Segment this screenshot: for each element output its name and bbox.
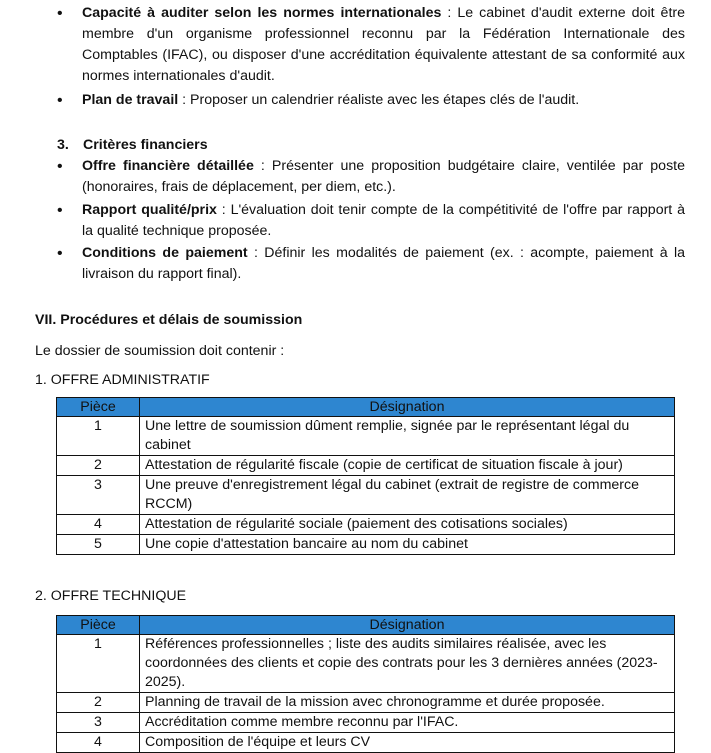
table-header-row <box>57 398 675 417</box>
bullet-text: : Présenter une proposition budgétaire claire, ventilée par poste (honoraires, frais de déplacement, per diem, etc.). <box>82 158 685 195</box>
piece-designation: Composition de l'équipe et leurs CV <box>140 733 675 753</box>
piece-designation: Planning de travail de la mission avec chronogramme et durée proposée. <box>140 693 675 713</box>
bullet-label: Rapport qualité/prix <box>82 202 217 218</box>
table-row <box>57 733 675 753</box>
criteres-financiers-heading <box>57 135 208 156</box>
header-piece: Pièce <box>57 616 140 635</box>
section-vii-heading: VII. Procédures et délais de soumission <box>35 312 303 328</box>
bullet-text: : Le cabinet d'audit externe doit être membre d'un organisme professionnel reconnu par la Fédération Internationale des Comptables (IFAC), ou disposer d'une accréditation équivalente attestant de sa conformité aux normes internationales d'audit. <box>82 5 686 84</box>
table-row <box>57 713 675 733</box>
section-vii-intro: Le dossier de soumission doit contenir : <box>35 343 285 359</box>
offre-tech-table <box>56 615 675 753</box>
bullet-conditions-paiement <box>82 243 685 285</box>
bullet-text: : Définir les modalités de paiement (ex. : acompte, paiement à la livraison du rapport final). <box>82 245 685 282</box>
bullet-plan-travail <box>82 90 685 111</box>
piece-number: 1 <box>57 635 140 693</box>
piece-number: 4 <box>57 733 140 753</box>
header-designation: Désignation <box>140 398 675 417</box>
piece-designation: Une preuve d'enregistrement légal du cabinet (extrait de registre de commerce RCCM) <box>140 476 675 515</box>
table-row <box>57 693 675 713</box>
piece-number: 3 <box>57 476 140 515</box>
bullet-text: : L'évaluation doit tenir compte de la compétitivité de l'offre par rapport à la qualité technique proposée. <box>82 202 685 239</box>
bullet-offre-financiere <box>82 156 685 198</box>
table-row <box>57 535 675 555</box>
bullet-rapport-qualite-prix <box>82 200 685 242</box>
piece-designation: Accréditation comme membre reconnu par l'IFAC. <box>140 713 675 733</box>
bullet-label: Conditions de paiement <box>82 245 248 261</box>
table-row <box>57 476 675 515</box>
piece-number: 4 <box>57 515 140 535</box>
piece-designation: Attestation de régularité fiscale (copie de certificat de situation fiscale à jour) <box>140 456 675 476</box>
table-row <box>57 515 675 535</box>
bullet-label: Capacité à auditer selon les normes internationales <box>82 5 442 21</box>
header-designation: Désignation <box>140 616 675 635</box>
piece-designation: Une copie d'attestation bancaire au nom du cabinet <box>140 535 675 555</box>
piece-number: 5 <box>57 535 140 555</box>
table-header-row <box>57 616 675 635</box>
piece-number: 2 <box>57 693 140 713</box>
table-row <box>57 456 675 476</box>
piece-number: 3 <box>57 713 140 733</box>
piece-number: 1 <box>57 417 140 456</box>
bullet-label: Offre financière détaillée <box>82 158 254 174</box>
piece-designation: Une lettre de soumission dûment remplie, signée par le représentant légal du cabinet <box>140 417 675 456</box>
section-number: 3. <box>57 137 69 153</box>
offre-admin-table <box>56 397 675 555</box>
table-row <box>57 417 675 456</box>
piece-number: 2 <box>57 456 140 476</box>
piece-designation: Références professionnelles ; liste des audits similaires réalisée, avec les coordonnées des clients et copie des contrats pour les 3 dernières années (2023-2025). <box>140 635 675 693</box>
piece-designation: Attestation de régularité sociale (paiement des cotisations sociales) <box>140 515 675 535</box>
offre-tech-title: 2. OFFRE TECHNIQUE <box>35 588 187 604</box>
bullet-label: Plan de travail <box>82 92 179 108</box>
section-title: Critères financiers <box>83 137 208 153</box>
bullet-capacite-audit <box>82 3 685 87</box>
bullet-text: : Proposer un calendrier réaliste avec les étapes clés de l'audit. <box>178 92 580 108</box>
offre-admin-title: 1. OFFRE ADMINISTRATIF <box>35 372 210 388</box>
table-row <box>57 635 675 693</box>
header-piece: Pièce <box>57 398 140 417</box>
